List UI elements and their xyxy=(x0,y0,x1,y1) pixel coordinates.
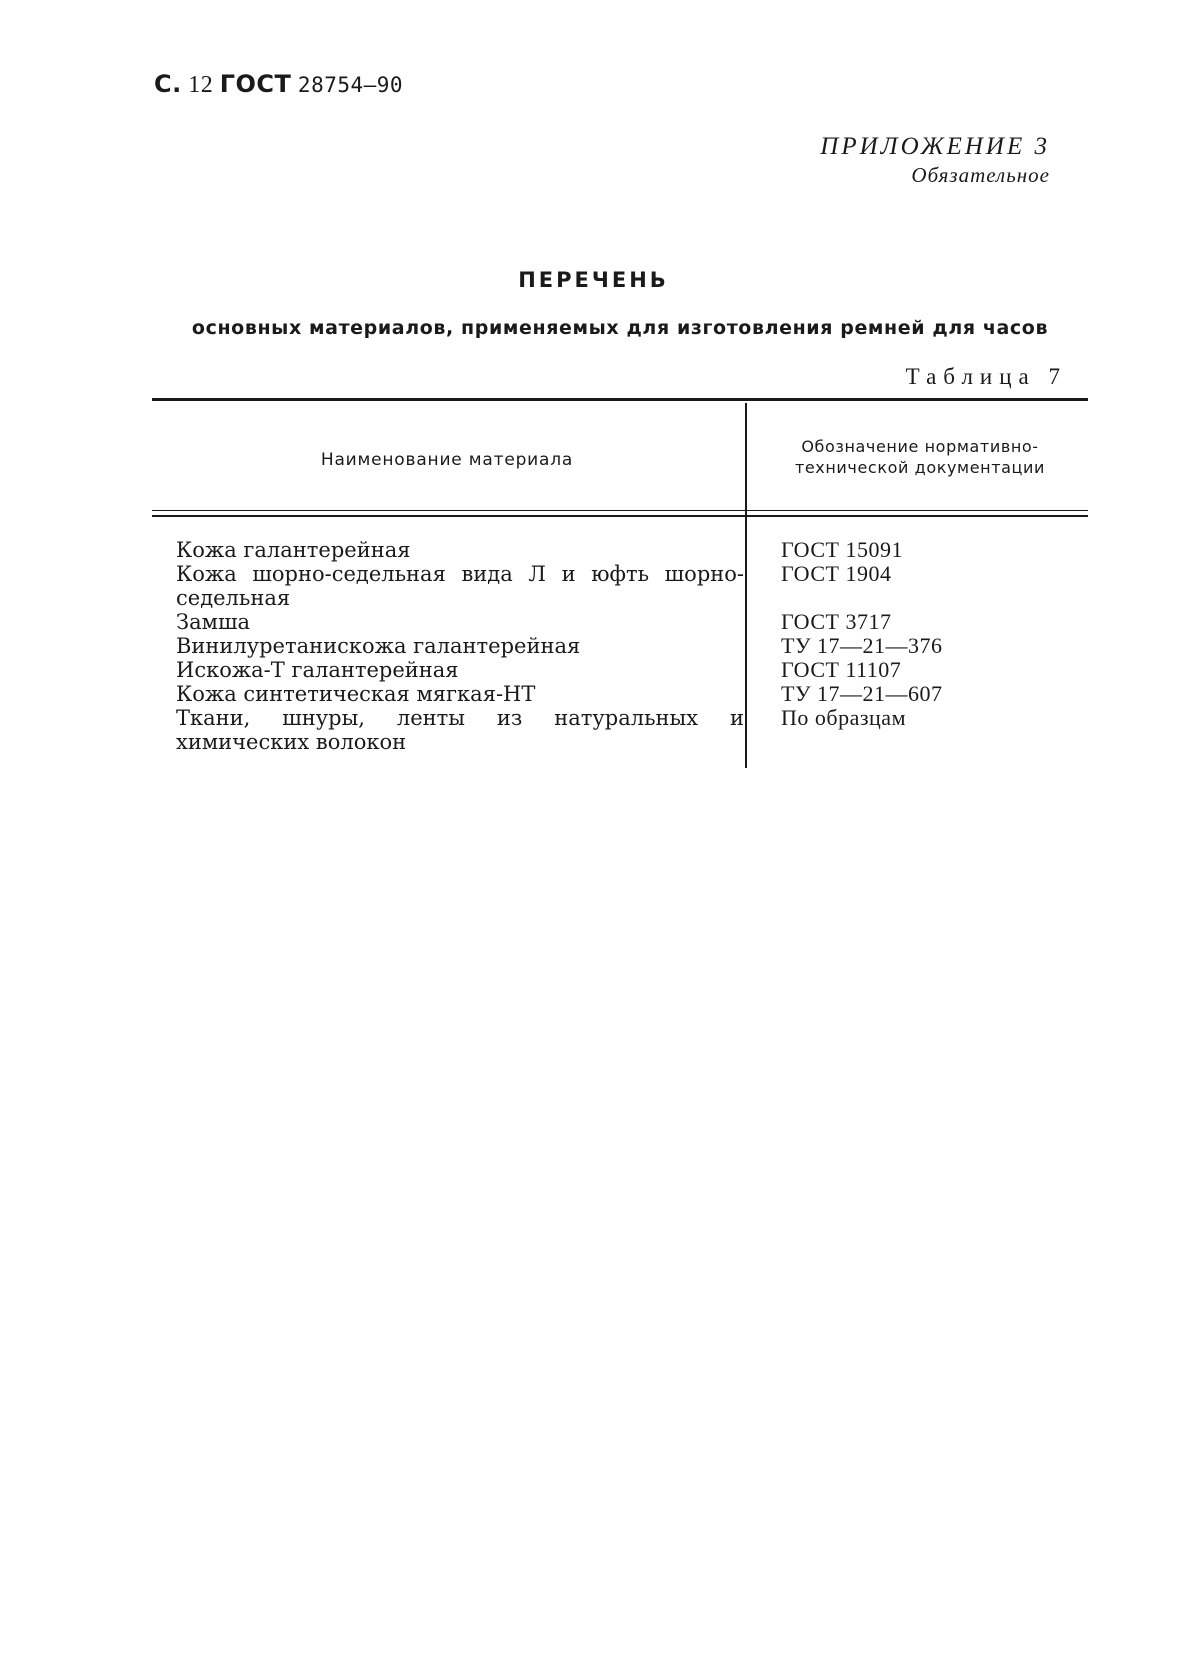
appendix-block xyxy=(820,133,1050,188)
standard-label: ГОСТ xyxy=(219,70,292,98)
page-prefix: С. xyxy=(154,70,182,98)
page-number: 12 xyxy=(188,72,214,98)
table-row xyxy=(152,682,1088,706)
materials-table xyxy=(152,398,1088,770)
material-document: По образцам xyxy=(781,705,906,730)
material-document: ГОСТ 1904 xyxy=(781,561,892,586)
document-subtitle: основных материалов, применяемых для изготовления ремней для часов xyxy=(191,317,1049,339)
material-name: Ткани, шнуры, ленты из натуральных и химических волокон xyxy=(176,706,744,754)
table-row xyxy=(152,610,1088,634)
material-document: ГОСТ 3717 xyxy=(781,609,892,634)
table-body xyxy=(152,538,1088,754)
table-row xyxy=(152,658,1088,682)
table-row xyxy=(152,538,1088,562)
material-name: Замша xyxy=(176,610,250,634)
material-name: Винилуретанискожа галантерейная xyxy=(176,634,581,658)
table-row xyxy=(152,562,1088,610)
appendix-status: Обязательное xyxy=(911,163,1050,187)
column-header-document-line2: технической документации xyxy=(794,458,1046,477)
header-rule-thin xyxy=(152,510,1088,511)
column-header-document xyxy=(752,436,1088,478)
material-name: Искожа-Т галантерейная xyxy=(176,658,459,682)
standard-code: 28754—90 xyxy=(297,73,404,97)
material-document: ТУ 17—21—376 xyxy=(781,633,943,658)
table-row xyxy=(152,634,1088,658)
material-document: ТУ 17—21—607 xyxy=(781,681,943,706)
appendix-title: ПРИЛОЖЕНИЕ 3 xyxy=(820,133,1050,160)
material-document: ГОСТ 15091 xyxy=(781,537,903,562)
material-name: Кожа синтетическая мягкая-НТ xyxy=(176,682,536,706)
table-row xyxy=(152,706,1088,754)
table-top-rule xyxy=(152,398,1088,401)
document-title: ПЕРЕЧЕНЬ xyxy=(518,268,669,292)
material-name: Кожа галантерейная xyxy=(176,538,411,562)
column-header-material: Наименование материала xyxy=(320,450,574,470)
material-document: ГОСТ 11107 xyxy=(781,657,902,682)
header-rule-thick xyxy=(152,515,1088,517)
material-name: Кожа шорно-седельная вида Л и юфть шорно-седельная xyxy=(176,562,744,610)
column-header-document-line1: Обозначение нормативно- xyxy=(801,437,1039,456)
page-header xyxy=(154,70,403,99)
table-label: Таблица 7 xyxy=(905,364,1067,389)
